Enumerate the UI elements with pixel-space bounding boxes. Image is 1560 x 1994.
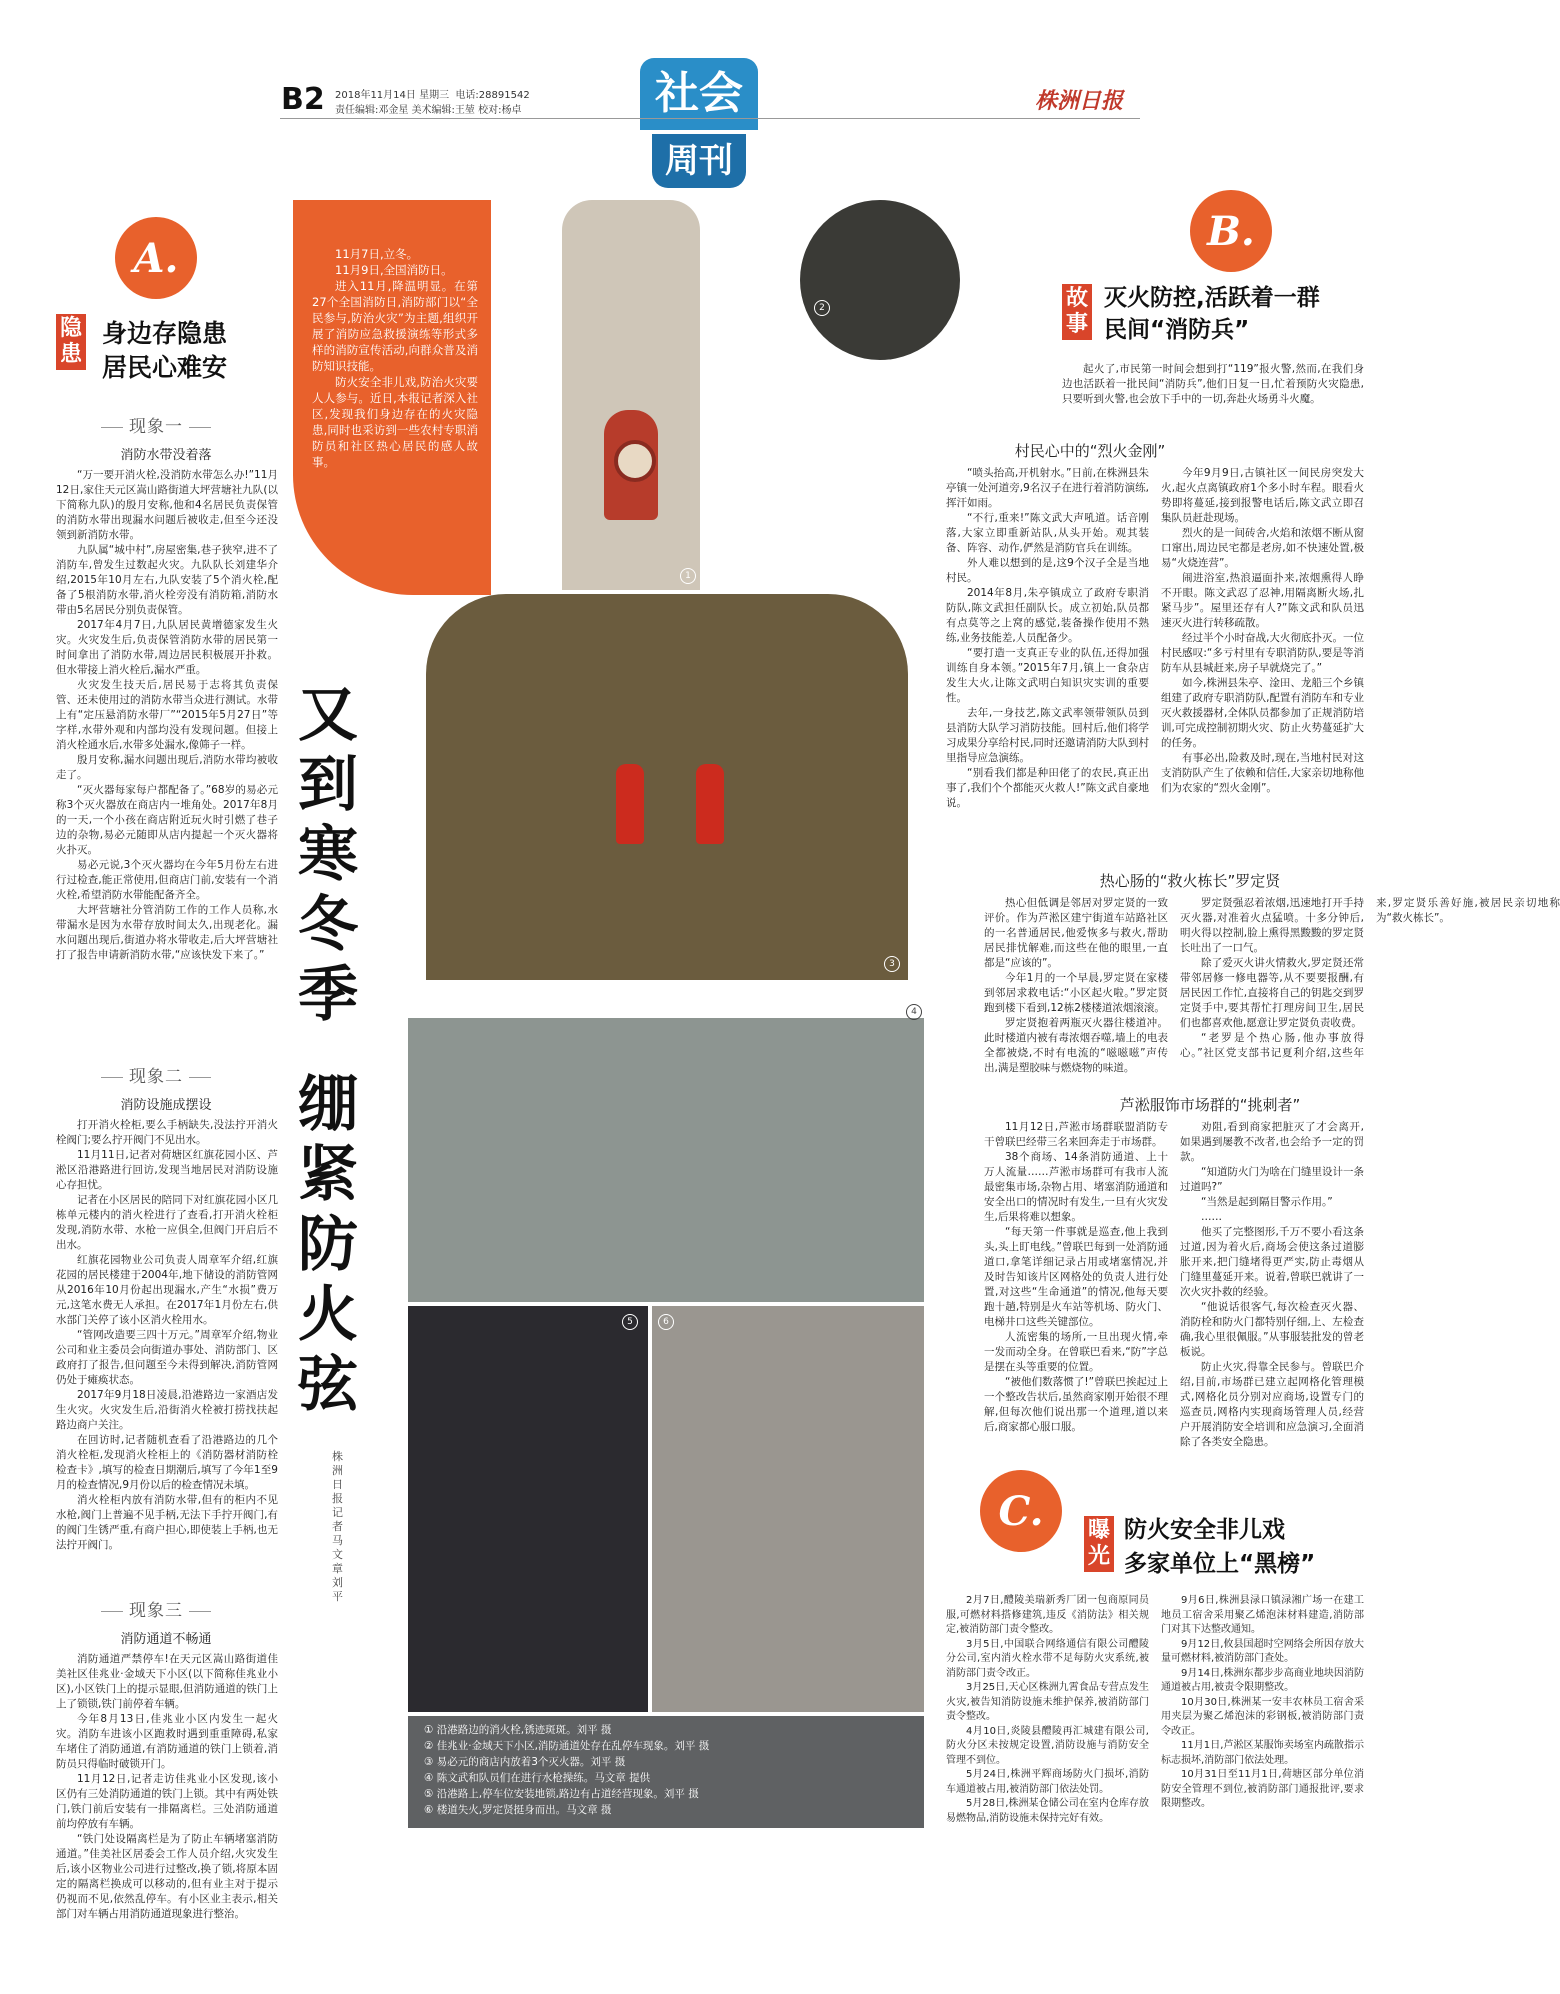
photo-number-2: 2 [814,300,830,316]
caption: ② 佳兆业·金域天下小区,消防通道处存在乱停车现象。刘平 摄 [424,1740,710,1752]
story-3-body [984,1120,1364,1460]
phenomenon-3-subtitle: 消防通道不畅通 [120,1632,212,1647]
paper-logo: 株洲日报 [1035,88,1124,114]
phenomenon-3-body [56,1652,278,1922]
paragraph: 除了爱灭火讲火情救火,罗定贤还常带邻居修一修电器等,从不要要报酬,有居民因工作忙,直接将自己的钥匙交到罗定贤手中,要其帮忙打理房间卫生,居民们也都喜欢他,愿意让罗定贤负责收费。 [1180,957,1364,1029]
section-a-tag: 隐患 [56,314,86,370]
story-2-title: 热心肠的“救火栋长”罗定贤 [1099,872,1281,890]
section-b-title-2: 民间“消防兵” [1104,317,1250,343]
paragraph: 今年8月13日,佳兆业小区内发生一起火灾。消防车进该小区跑救时遇到重重障碍,私家车堵住了消防通道,有消防通道的铁门上锁着,消防员只得临时破锁开门。 [56,1713,278,1770]
caption: ⑤ 沿港路上,停车位安装地锁,路边有占道经营现象。刘平 摄 [424,1788,699,1800]
caption: ③ 易必元的商店内放着3个灭火器。刘平 摄 [424,1756,626,1768]
paragraph: 2月7日,醴陵美瑞新秀厂团一包商原同员服,可燃材料搭修建筑,违反《消防法》相关规定,被消防部门责令整改。 [946,1595,1149,1635]
section-subtitle: 周刊 [652,134,746,188]
paragraph: 消火栓柜内放有消防水带,但有的柜内不见水枪,阀门上普遍不见手柄,无法下手拧开阀门,有的阀门生锈严重,有商户担心,即使装上手柄,也无法拧开阀门。 [56,1494,278,1551]
photo-street-night [408,1306,648,1712]
section-c-title-2: 多家单位上“黑榜” [1124,1551,1316,1577]
paragraph: 大坪营塘社分管消防工作的工作人员称,水带漏水是因为水带存放时间太久,出现老化。漏水问题出现后,街道办将水带收走,后大坪营塘社打了报告申请新消防水带,“应该快发下来了。” [56,904,278,961]
paragraph: 今年9月9日,古镇社区一间民房突发大火,起火点离镇政府1个多小时车程。眼看火势即将蔓延,接到报警电话后,陈文武立即召集队员赶赴现场。 [1161,467,1364,524]
paragraph: 10月30日,株洲某一安丰农林员工宿舍采用夹层为聚乙烯泡沫的彩钢板,被消防部门责令改正。 [1161,1696,1364,1737]
paragraph: 热心但低调是邻居对罗定贤的一致评价。作为芦淞区建宁街道车站路社区的一名普通居民,他爱恢多与救火,帮助居民排忧解难,而这些在他的眼里,一直都是“应该的”。 [984,897,1168,969]
story-3-title: 芦淞服饰市场群的“挑刺者” [1119,1096,1301,1114]
phenomenon-2-subtitle: 消防设施成摆设 [120,1098,212,1113]
paragraph: 打开消火栓柜,要么手柄缺失,没法拧开消火栓阀门;要么拧开阀门不见出水。 [56,1119,278,1146]
intro-paragraph: 11月9日,全国消防日。 [335,263,453,277]
story-1-body [946,466,1364,861]
paragraph: 11月1日,芦淞区某服饰卖场室内疏散指示标志损坏,消防部门依法处理。 [1161,1740,1364,1766]
section-c-letter: C. [980,1470,1062,1552]
captions-box [408,1716,924,1828]
photo-number-4: 4 [906,1004,922,1020]
caption: ④ 陈文武和队员们在进行水枪操练。马文章 提供 [424,1772,651,1784]
paragraph: 他买了完整图形,千万不要小看这条过道,因为着火后,商场会使这条过道膨胀开来,把门缝堵得更严实,防止毒烟从门缝里蔓延开来。说着,曾联巴就讲了一次火灾扑救的经验。 [1180,1226,1364,1298]
editor-line: 责任编辑:邓金星 美术编辑:王堃 校对:杨卓 [335,105,522,116]
paragraph: 消防通道严禁停车!在天元区嵩山路街道佳美社区佳兆业·金域天下小区(以下简称佳兆业小区),小区铁门上的提示显眼,但消防通道的铁门上上了锁锁,铁门前停着车辆。 [56,1653,278,1710]
intro-paragraph: 进入11月,降温明显。在第27个全国消防日,消防部门以“全民参与,防治火灾”为主题,组织开展了消防应急救援演练等形式多样的消防宣传活动,向群众普及消防知识技能。 [312,279,478,373]
paragraph: …… [1201,1211,1222,1223]
photo-number-6: 6 [658,1314,674,1330]
paragraph: “当然是起到隔目警示作用。” [1201,1196,1333,1208]
paragraph: 起火了,市民第一时间会想到打“119”报火警,然而,在我们身边也活跃着一批民间“消防兵”,他们日复一日,忙着预防火灾隐患,只要听到火警,也会放下手中的一切,奔赴火场勇斗火魔。 [1062,363,1364,405]
paragraph: 烈火的是一间砖舍,火焰和浓烟不断从窗口窜出,周边民宅都是老房,如不快速处置,极易“火烧连营”。 [1161,527,1364,569]
paragraph: 在回访时,记者随机查看了沿港路边的几个消火栓柜,发现消火栓柜上的《消防器材消防栓检查卡》,填写的检查日期潮后,填写了今年1至9月的检查情况,9月份以后的检查情况未填。 [56,1434,278,1491]
paragraph: “别看我们都是种田佬了的农民,真正出事了,我们个个都能灭火救人!”陈文武自豪地说。 [946,767,1149,809]
intro-text [312,246,478,470]
phenomenon-1-body [56,468,278,963]
section-a-title-2: 居民心难安 [102,353,228,382]
page-number: B2 [281,82,325,117]
paragraph: 记者在小区居民的陪同下对红旗花园小区几栋单元楼内的消火栓进行了查看,打开消火栓柜发现,消防水带、水枪一应俱全,但阀门开启后不出水。 [56,1194,278,1251]
paragraph: “要打造一支真正专业的队伍,还得加强训练自身本领。”2015年7月,镇上一食杂店发生大火,让陈文武明白知识灾实训的重要性。 [946,647,1149,704]
section-b-letter: B. [1190,190,1272,272]
paragraph: “每天第一件事就是巡查,他上我到头,头上盯电线。”曾联巴每到一处消防通道口,拿笔详细记录占用或堵塞情况,并及时告知该片区网格处的负责人进行处置,对这些“生命通道”的情况,他每天要跑十趟,特别是火车站等机场、防火门、电梯井口这些关键部位。 [984,1226,1168,1328]
section-b-tag: 故事 [1062,284,1092,340]
paragraph: 易必元说,3个灭火器均在今年5月份左右进行过检查,能正常使用,但商店门前,安装有一个消火栓,希望消防水带能配备齐全。 [56,859,278,901]
photo-hallway [652,1306,924,1712]
paragraph: “知道防火门为啥在门缝里设计一条过道吗?” [1180,1166,1364,1193]
phenomenon-2-body [56,1118,278,1553]
paragraph: “不行,重来!”陈文武大声吼道。话音刚落,大家立即重新站队,从头开始。观其装备、阵容、动作,俨然是消防官兵在训练。 [946,512,1149,554]
phone-text: 电话:28891542 [455,90,530,101]
paragraph: “灭火器每家每户都配备了。”68岁的易必元称3个灭火器放在商店内一堆角处。2017年8月的一天,一个小孩在商店附近玩火时引燃了巷子边的杂物,易必元随即从店内提起一个灭火器将火扑灭。 [56,784,278,856]
paragraph: “铁门处设隔离栏是为了防止车辆堵塞消防通道。”佳美社区居委会工作人员介绍,火灾发生后,该小区物业公司进行过整改,换了锁,将原本固定的隔离栏换成可以移动的,但有业主对于提示仍视而不见,依然乱停车。有小区业主表示,相关部门对车辆占用消防通道现象进行整治。 [56,1833,278,1920]
paragraph: 如今,株洲县朱亭、淦田、龙船三个乡镇组建了政府专职消防队,配置有消防车和专业灭火救援器材,全体队员都参加了正规消防培训,可完成控制初期火灾、防止火势蔓延扩大的任务。 [1161,677,1364,749]
paragraph: 4月10日,炎陵县醴陵再汇城建有限公司,防火分区未按规定设置,消防设施与消防安全管理不到位。 [946,1725,1149,1766]
paragraph: 9月12日,攸县国超时空网络会所因存放大量可燃材料,被消防部门查处。 [1161,1638,1364,1664]
section-badge [640,58,758,196]
masthead-rule [280,118,1140,119]
paragraph: 有事必出,险救及时,现在,当地村民对这支消防队产生了依赖和信任,大家亲切地称他们为农家的“烈火金刚”。 [1161,752,1364,794]
phenomenon-1-subtitle: 消防水带没着落 [120,448,212,463]
fire-extinguisher-icon [616,764,644,844]
paragraph: 3月25日,天心区株洲九霄食品专营点发生火灾,被告知消防设施未维护保养,被消防部门责令整改。 [946,1682,1149,1722]
paragraph: 2017年9月18日凌晨,沿港路边一家酒店发生火灾。火灾发生后,沿街消火栓被打捞找扶起路边商户关注。 [56,1389,278,1431]
paragraph: 11月11日,记者对荷塘区红旗花园小区、芦淞区沿港路进行回访,发现当地居民对消防设施心存担忧。 [56,1149,278,1191]
paragraph: 九队属“城中村”,房屋密集,巷子狭窄,进不了消防车,曾发生过数起火灾。九队队长刘建华介绍,2015年10月左右,九队安装了5个消火栓,配备了5根消防水带,消火栓旁没有消防箱,消防水带由5名居民分别负责保管。 [56,544,278,616]
paragraph: “喷头抬高,开机射水。”日前,在株洲县朱亭镇一处河道旁,9名汉子在进行着消防演练,挥汗如雨。 [946,467,1149,509]
section-c-tag: 曝光 [1084,1516,1114,1572]
phenomenon-1-label: 现象一 [95,412,217,437]
paragraph: 防止火灾,得靠全民参与。曾联巴介绍,目前,市场群已建立起网格化管理模式,网格化员分别对应商场,设置专门的巡查员,网格内实现商场管理人员,经营户开展消防安全培训和应急演习,全面消除了各类安全隐患。 [1180,1361,1364,1448]
paragraph: 今年1月的一个早晨,罗定贤在家楼到邻居求救电话:“小区起火啦。”罗定贤跑到楼下看到,12栋2楼楼道浓烟滚滚。 [984,972,1168,1014]
paragraph: 火灾发生技天后,居民易于志将其负责保管、还未使用过的消防水带当众进行测试。水带上有“定压悬消防水带厂”“2015年5月27日”等字样,水带外观和内部均没有发现问题。但接上消火栓通水后,水带多处漏水,像筛子一样。 [56,679,278,751]
paragraph: “万一要开消火栓,没消防水带怎么办!”11月12日,家住天元区嵩山路街道大坪营塘社九队(以下简称九队)的殷月安称,他和4名居民负责保管的消防水带出现漏水问题后被收走,但至今还没领到新消防水带。 [56,469,278,541]
paragraph: 殷月安称,漏水问题出现后,消防水带均被收走了。 [56,754,278,781]
date-text: 2018年11月14日 星期三 [335,90,450,101]
phenomenon-2-label: 现象二 [95,1062,217,1087]
paragraph: 9月6日,株洲县渌口镇渌湘广场一在建工地员工宿舍采用聚乙烯泡沫材料建造,消防部门对其下达整改通知。 [1161,1595,1364,1635]
section-c-title-1: 防火安全非儿戏 [1124,1517,1285,1543]
paragraph: 人流密集的场所,一旦出现火情,牵一发而动全身。在曾联巴看来,“防”字总是摆在头等重要的位置。 [984,1331,1168,1373]
paragraph: 11月12日,记者走访佳兆业小区发现,该小区仍有三处消防通道的铁门上锁。其中有两处铁门,铁门前后安装有一排隔离栏。三处消防通道前均停放有车辆。 [56,1773,278,1830]
photo-parking-lot [800,200,960,360]
section-title: 社会 [640,58,758,130]
phenomenon-3-label: 现象三 [95,1596,217,1621]
paragraph: 38个商场、14条消防通道、上十万人流量……芦淞市场群可有我市人流最密集市场,杂物占用、堵塞消防通道和安全出口的情况时有发生,一旦有火灾发生,后果将难以想象。 [984,1151,1168,1223]
paragraph: 5月24日,株洲平辉商场防火门损坏,消防车通道被占用,被消防部门依法处罚。 [946,1769,1149,1795]
story-1-title: 村民心中的“烈火金刚” [1014,442,1166,460]
section-a-title-1: 身边存隐患 [102,319,228,348]
photo-number-3: 3 [884,956,900,972]
intro-paragraph: 11月7日,立冬。 [335,247,419,261]
paragraph: 去年,一身技艺,陈文武率领带领队员到县消防大队学习消防技能。回村后,他们将学习成果分享给村民,同时还邀请消防大队到村里指导应急演练。 [946,707,1149,764]
caption: ⑥ 楼道失火,罗定贤挺身而出。马文章 摄 [424,1804,612,1816]
paragraph: “他说话很客气,每次检查灭火器、消防栓和防火门都特别仔细,上、左检查确,我心里很佩服。”从事服装批发的曾老板说。 [1180,1301,1364,1358]
photo-firefighters [408,1007,924,1302]
paragraph: “老罗是个热心肠,他办事放得心。”社区党支部书记夏利介绍,这些年来,罗定贤乐善好施,被居民亲切地称为“救火栋长”。 [1180,897,1560,1059]
section-a-letter: A. [115,217,197,299]
paragraph: 2014年8月,朱亭镇成立了政府专职消防队,陈文武担任副队长。成立初始,队员都有点莫等之上窝的感觉,装备操作使用不熟练,业务技能差,人员配备少。 [946,587,1149,644]
paragraph: 劝阻,看到商家把脏灭了才会离开,如果遇到屡教不改者,也会给予一定的罚款。 [1180,1121,1364,1163]
paragraph: 外人难以想到的是,这9个汉子全是当地村民。 [946,557,1149,584]
photo-hydrant [562,200,700,590]
date-line [335,86,530,101]
paragraph: 10月31日至11月1日,荷塘区部分单位消防安全管理不到位,被消防部门通报批评,要求限期整改。 [1161,1769,1364,1809]
paragraph: 11月12日,芦淞市场群联盟消防专干曾联巴经带三名来回奔走于市场群。 [984,1121,1168,1148]
caption: ① 沿港路边的消火栓,锈迹斑斑。刘平 摄 [424,1724,612,1736]
paragraph: 5月28日,株洲某仓储公司在室内仓库存放易燃物品,消防设施未保持完好有效。 [946,1798,1149,1824]
paragraph: 2017年4月7日,九队居民黄增德家发生火灾。火灾发生后,负责保管消防水带的居民第一时间拿出了消防水带,周边居民积极展开扑救。但水带接上消火栓后,漏水严重。 [56,619,278,676]
paragraph: “管网改造要三四十万元。”周章军介绍,物业公司和业主委员会向街道办事处、消防部门、区政府打了报告,但问题至今未得到解决,消防管网仍处于瘫痪状态。 [56,1329,278,1386]
photo-shopkeeper [426,594,908,980]
photo-number-1: 1 [680,568,696,584]
paragraph: 罗定贤抱着两瓶灭火器往楼道冲。此时楼道内被有毒浓烟吞噬,墙上的电表全都被烧,不时有电流的“嗞嗞嗞”声传出,满是塑胶味与燃烧物的味道。 [984,1017,1168,1074]
paragraph: 3月5日,中国联合网络通信有限公司醴陵分公司,室内消火栓水带不足每防火灾系统,被消防部门责令改正。 [946,1638,1149,1679]
main-headline-2: 绷紧防火弦 [298,1070,358,1420]
paragraph: 红旗花园物业公司负责人周章军介绍,红旗花园的居民楼建于2004年,地下储设的消防管网从2016年10月份起出现漏水,产生“水损”费万元,这笔水费无人承担。在2017年1月份左右,供水部门关停了该小区消火栓用水。 [56,1254,278,1326]
paragraph: 经过半个小时奋战,大火彻底扑灭。一位村民感叹:“多亏村里有专职消防队,要是等消防车从县城赶来,房子早就烧完了。” [1161,632,1364,674]
section-b-lead [1062,362,1364,407]
paragraph: “被他们数落惯了!”曾联巴挨起过上一个整改告状后,虽然商家刚开始很不理解,但每次他们说出那一个道理,道以来后,商家都心服口服。 [984,1376,1168,1433]
hydrant-cap-icon [614,440,656,482]
paragraph: 罗定贤强忍着浓烟,迅速地打开手持灭火器,对准着火点猛喷。十多分钟后,明火得以控制,脸上熏得黑黢黢的罗定贤长吐出了一口气。 [1180,897,1364,954]
story-2-body [984,896,1560,1076]
paragraph: 闹进浴室,热浪逼面扑来,浓烟熏得人睁不开眼。陈文武忍了忍神,用隔离断火场,扎紧马步”。屋里还存有人?”陈文武和队员迅速灭火进行转移疏散。 [1161,572,1364,629]
byline: 株洲日报记者 马文章 刘平 [332,1450,343,1603]
main-headline-1: 又到寒冬季 [298,680,358,1030]
section-b-title-1: 灭火防控,活跃着一群 [1104,285,1320,311]
fire-extinguisher-icon [696,764,724,844]
intro-paragraph: 防火安全非儿戏,防治火灾要人人参与。近日,本报记者深入社区,发现我们身边存在的火灾隐患,同时也采访到一些农村专职消防员和社区热心居民的感人故事。 [312,375,478,469]
section-c-body [946,1594,1364,1924]
paragraph: 9月14日,株洲东都步步高商业地块因消防通道被占用,被责令限期整改。 [1161,1667,1364,1693]
photo-number-5: 5 [622,1314,638,1330]
